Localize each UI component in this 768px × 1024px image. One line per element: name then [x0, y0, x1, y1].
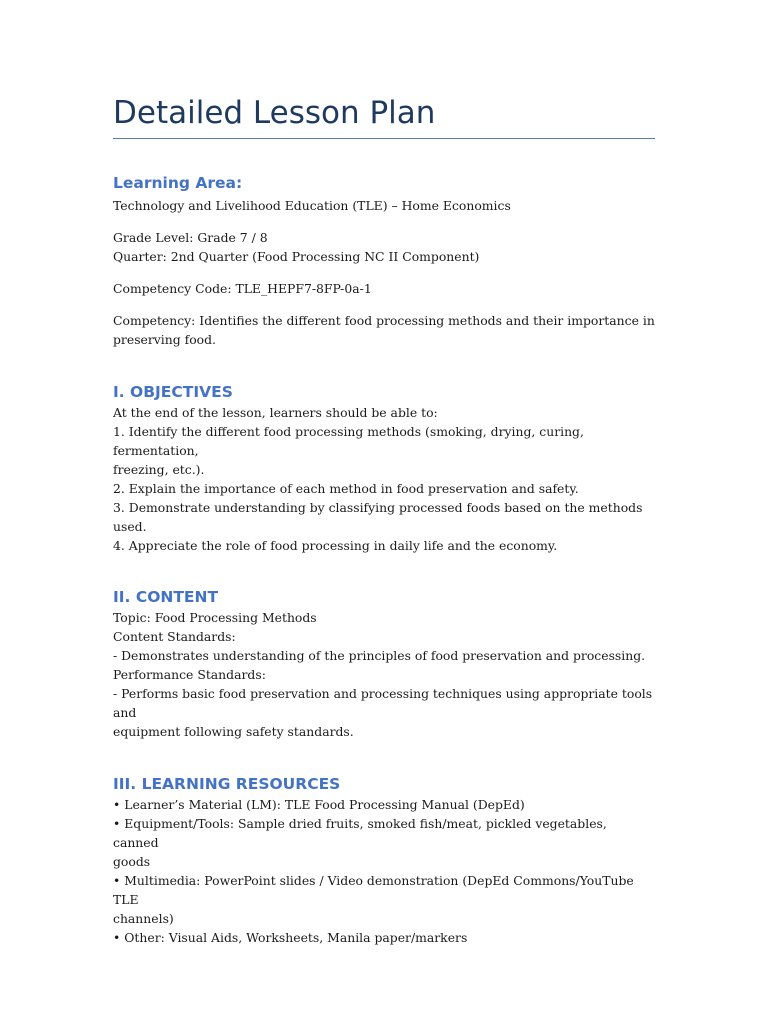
objective-item-1-line-1: 1. Identify the different food processing methods (smoking, drying, curing, fermentation,: [113, 424, 584, 458]
competency-line-2: preserving food.: [113, 332, 216, 347]
competency-line-1: Competency: Identifies the different food processing methods and their importance in: [113, 313, 655, 328]
performance-standard-text: [113, 684, 655, 741]
resource-item-3-line-2: channels): [113, 911, 174, 926]
document-page: [113, 92, 655, 947]
content-heading: II. CONTENT: [113, 588, 219, 606]
competency-text: [113, 311, 655, 349]
resource-item-3-line-1: • Multimedia: PowerPoint slides / Video demonstration (DepEd Commons/YouTube TLE: [113, 873, 634, 907]
resource-item-2: [113, 814, 655, 871]
subject-text: Technology and Livelihood Education (TLE) – Home Economics: [113, 198, 511, 213]
performance-standard-line-1: - Performs basic food preservation and processing techniques using appropriate tools and: [113, 686, 653, 720]
objectives-section: [113, 382, 655, 555]
quarter-text: Quarter: 2nd Quarter (Food Processing NC II Component): [113, 249, 480, 264]
performance-standard-line-2: equipment following safety standards.: [113, 724, 354, 739]
learning-area-section: [113, 173, 655, 349]
resource-item-2-line-2: goods: [113, 854, 151, 869]
objective-item-3: 3. Demonstrate understanding by classifying processed foods based on the methods used.: [113, 500, 643, 534]
resource-item-2-line-1: • Equipment/Tools: Sample dried fruits, smoked fish/meat, pickled vegetables, canned: [113, 816, 607, 850]
objective-item-4: 4. Appreciate the role of food processing in daily life and the economy.: [113, 538, 558, 553]
topic-text: Topic: Food Processing Methods: [113, 610, 317, 625]
resource-item-3: [113, 871, 655, 928]
performance-standards-label: Performance Standards:: [113, 667, 266, 682]
competency-code-text: Competency Code: TLE_HEPF7-8FP-0a-1: [113, 281, 372, 296]
content-section: [113, 587, 655, 741]
grade-level-text: Grade Level: Grade 7 / 8: [113, 230, 268, 245]
resource-item-1: • Learner’s Material (LM): TLE Food Processing Manual (DepEd): [113, 797, 525, 812]
objective-item-2: 2. Explain the importance of each method in food preservation and safety.: [113, 481, 579, 496]
learning-area-heading: Learning Area:: [113, 174, 243, 192]
learning-resources-section: [113, 774, 655, 947]
content-standards-label: Content Standards:: [113, 629, 236, 644]
objectives-heading: I. OBJECTIVES: [113, 383, 233, 401]
document-title: Detailed Lesson Plan: [113, 92, 655, 139]
learning-resources-heading: III. LEARNING RESOURCES: [113, 775, 341, 793]
objectives-intro: At the end of the lesson, learners should be able to:: [113, 405, 438, 420]
objective-item-1-line-2: freezing, etc.).: [113, 462, 205, 477]
content-standard-text: - Demonstrates understanding of the principles of food preservation and processing.: [113, 648, 646, 663]
objective-item-1: [113, 422, 655, 479]
resource-item-4: • Other: Visual Aids, Worksheets, Manila paper/markers: [113, 930, 468, 945]
